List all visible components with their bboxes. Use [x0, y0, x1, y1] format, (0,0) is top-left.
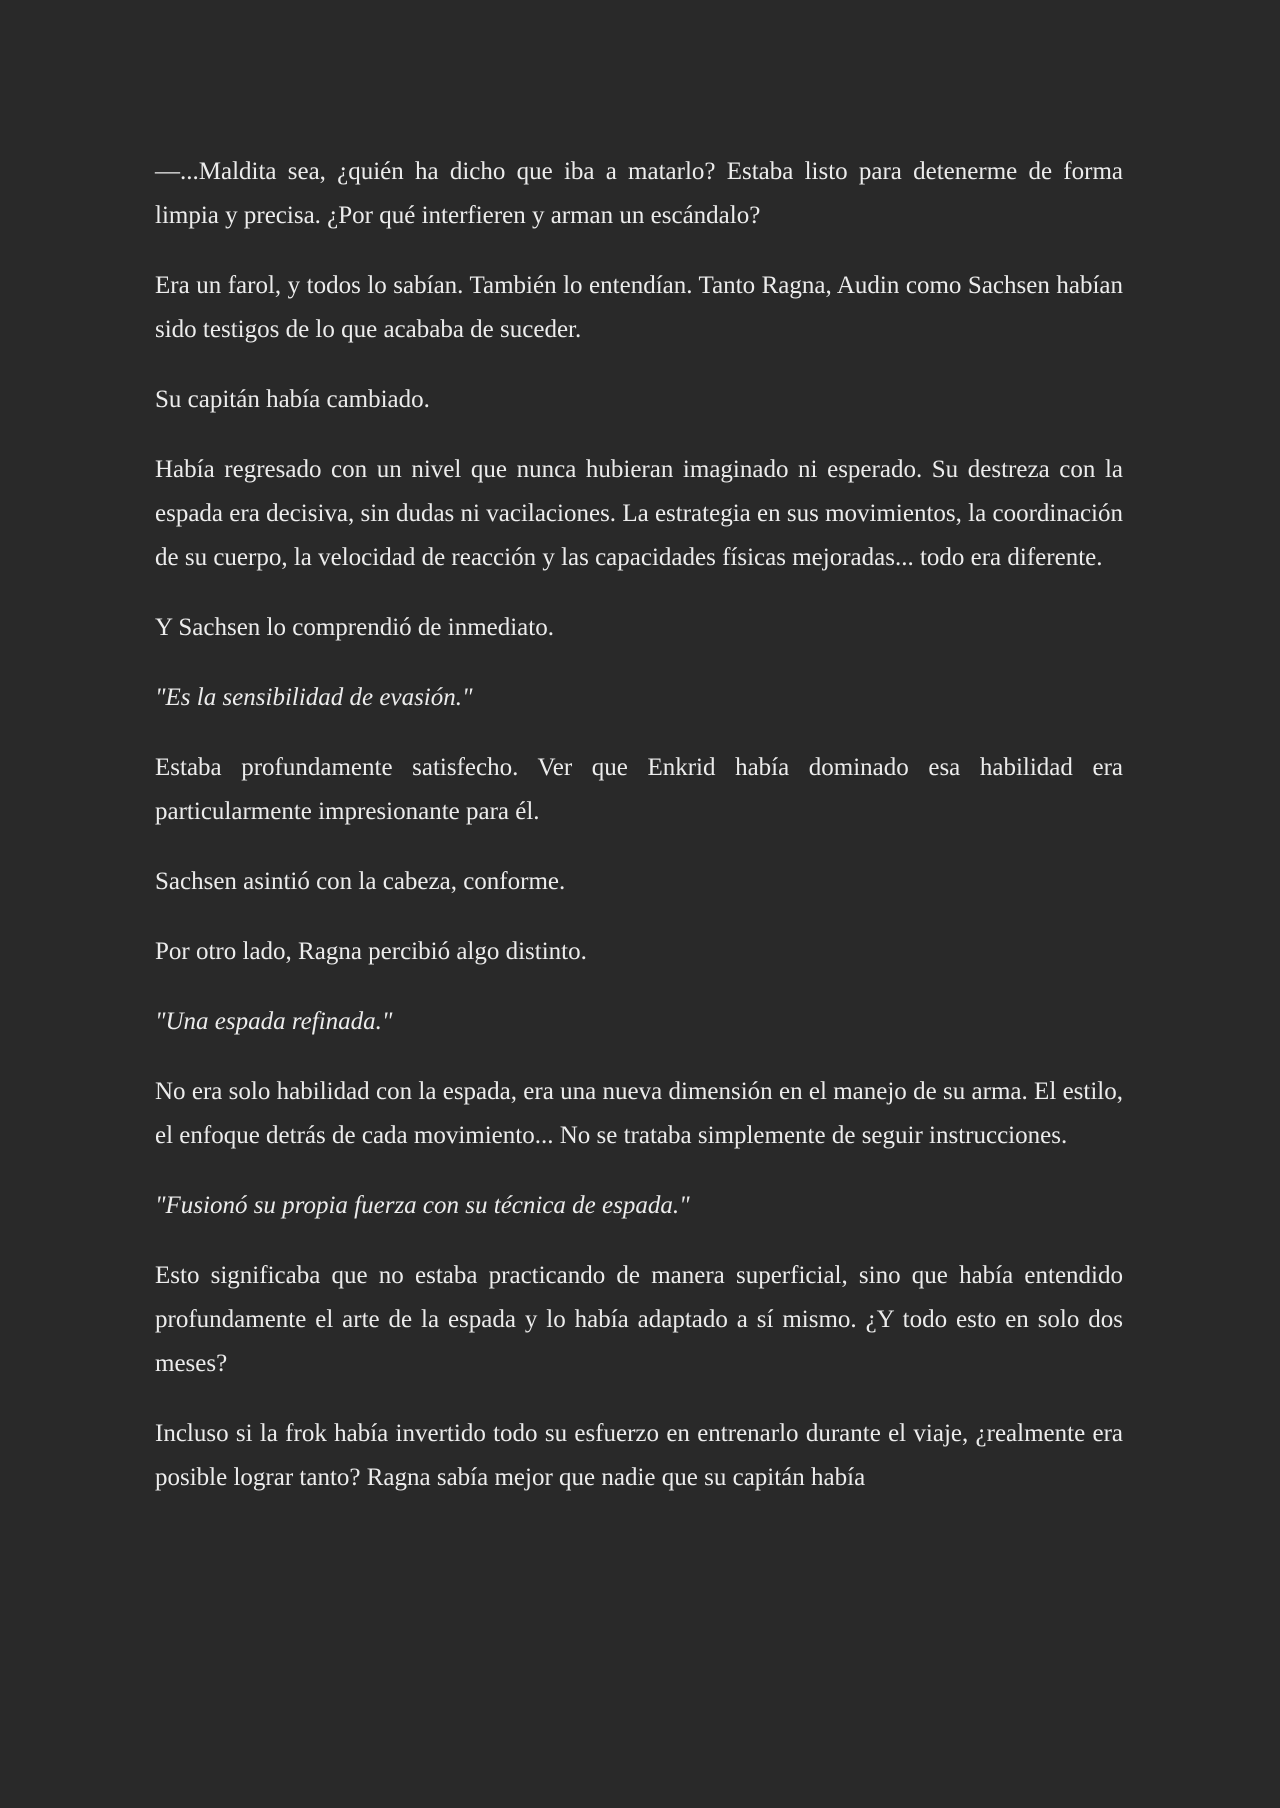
document-page [155, 150, 1123, 1526]
thought-paragraph: "Una espada refinada." [155, 1008, 393, 1035]
paragraph: Había regresado con un nivel que nunca hubieran imaginado ni esperado. Su destreza con la espada era decisiva, sin dudas ni vacilaciones. La estrategia en sus movimientos, la coordinación de su cuerpo, la velocidad de reacción y las capacidades físicas mejoradas... todo era diferente. [155, 456, 1123, 571]
paragraph: No era solo habilidad con la espada, era una nueva dimensión en el manejo de su arma. El estilo, el enfoque detrás de cada movimiento... No se trataba simplemente de seguir instrucciones. [155, 1078, 1123, 1149]
paragraph: Incluso si la frok había invertido todo su esfuerzo en entrenarlo durante el viaje, ¿realmente era posible lograr tanto? Ragna sabía mejor que nadie que su capitán había [155, 1420, 1123, 1491]
paragraph: Estaba profundamente satisfecho. Ver que Enkrid había dominado esa habilidad era particularmente impresionante para él. [155, 754, 1123, 825]
paragraph: Y Sachsen lo comprendió de inmediato. [155, 614, 554, 641]
thought-paragraph: "Es la sensibilidad de evasión." [155, 684, 473, 711]
paragraph: —...Maldita sea, ¿quién ha dicho que iba a matarlo? Estaba listo para detenerme de forma limpia y precisa. ¿Por qué interfieren y arman un escándalo? [155, 158, 1123, 229]
paragraph: Su capitán había cambiado. [155, 386, 430, 413]
paragraph: Por otro lado, Ragna percibió algo distinto. [155, 938, 587, 965]
thought-paragraph: "Fusionó su propia fuerza con su técnica de espada." [155, 1192, 690, 1219]
paragraph: Sachsen asintió con la cabeza, conforme. [155, 868, 566, 895]
paragraph: Esto significaba que no estaba practicando de manera superficial, sino que había entendido profundamente el arte de la espada y lo había adaptado a sí mismo. ¿Y todo esto en solo dos meses? [155, 1262, 1123, 1377]
paragraph: Era un farol, y todos lo sabían. También lo entendían. Tanto Ragna, Audin como Sachsen habían sido testigos de lo que acababa de suceder. [155, 272, 1123, 343]
